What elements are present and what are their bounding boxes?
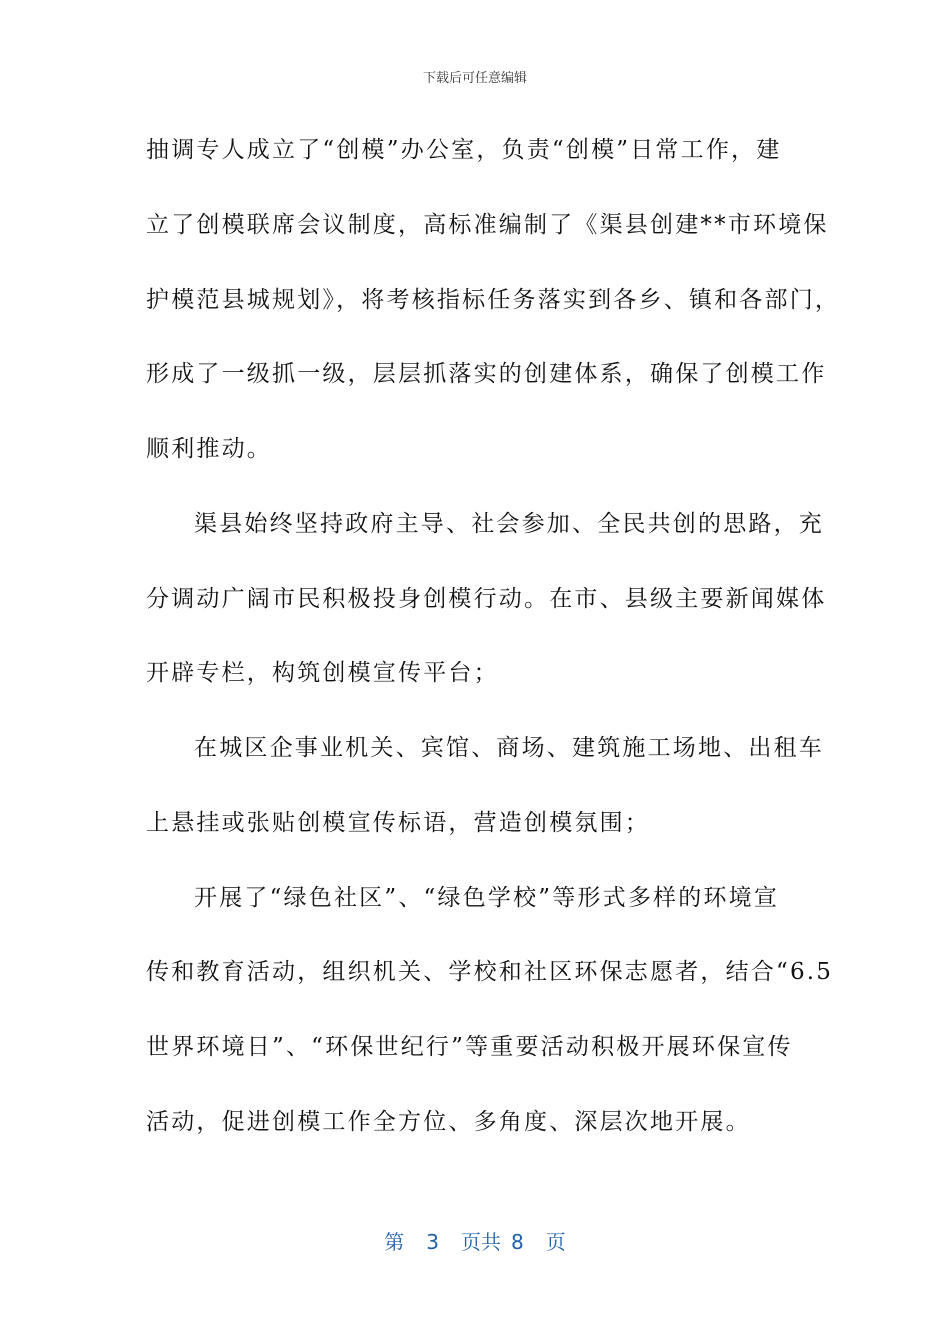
page-total: 8: [511, 1230, 524, 1254]
body-line: 分调动广阔市民积极投身创模行动。在市、县级主要新闻媒体: [146, 586, 827, 612]
body-line: 世界环境日”、“环保世纪行”等重要活动积极开展环保宣传: [146, 1034, 793, 1060]
page-current: 3: [426, 1230, 439, 1254]
header-note: 下载后可任意编辑: [422, 71, 527, 86]
page-label-mid: 页共: [461, 1230, 501, 1254]
page-label-prefix: 第: [384, 1230, 405, 1254]
body-line: 开辟专栏，构筑创模宣传平台；: [146, 660, 499, 686]
body-line: 渠县始终坚持政府主导、社会参加、全民共创的思路，充: [194, 511, 824, 537]
body-line: 顺利推动。: [146, 436, 272, 462]
body-line: 上悬挂或张贴创模宣传标语，营造创模氛围；: [146, 810, 650, 836]
body-line: 传和教育活动，组织机关、学校和社区环保志愿者，结合“6.5: [146, 959, 834, 985]
body-line: 在城区企事业机关、宾馆、商场、建筑施工场地、出租车: [194, 735, 824, 761]
body-line: 护模范县城规划》，将考核指标任务落实到各乡、镇和各部门，: [146, 287, 841, 313]
body-line: 立了创模联席会议制度，高标准编制了《渠县创建**市环境保: [146, 212, 829, 238]
body-line: 抽调专人成立了“创模”办公室，负责“创模”日常工作，建: [146, 137, 782, 163]
body-line: 开展了“绿色社区”、“绿色学校”等形式多样的环境宣: [194, 885, 780, 911]
page-label-suffix: 页: [545, 1230, 566, 1254]
page-footer: [0, 1226, 950, 1255]
body-line: 形成了一级抓一级，层层抓落实的创建体系，确保了创模工作: [146, 361, 827, 387]
body-line: 活动，促进创模工作全方位、多角度、深层次地开展。: [146, 1109, 751, 1135]
